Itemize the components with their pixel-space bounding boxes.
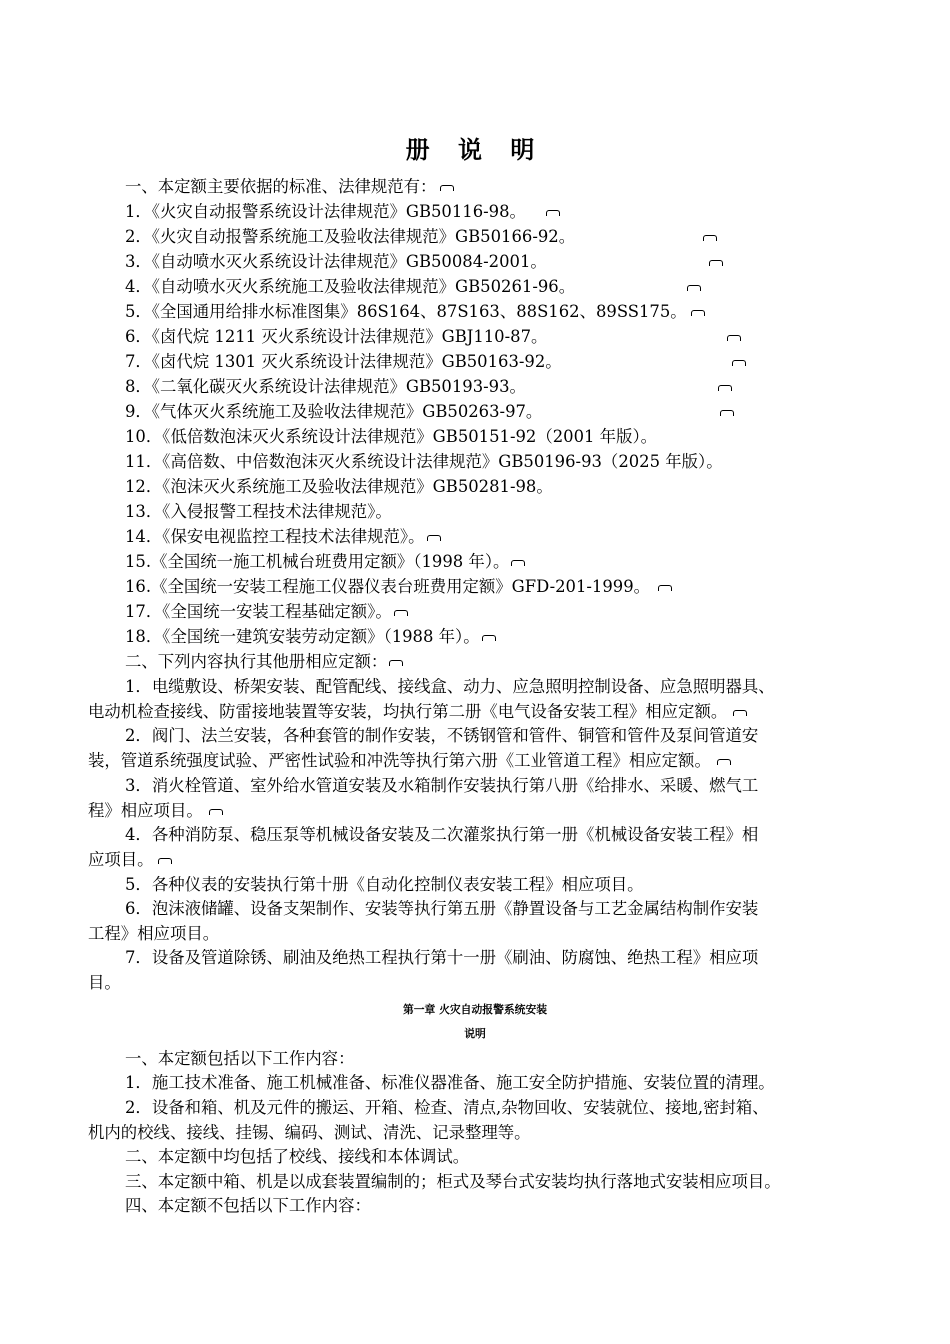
list-item: 9．《气体灭火系统施工及验收法律规范》GB50263-97。: [125, 400, 734, 424]
list-item: 4．《自动喷水灭火系统施工及验收法律规范》GB50261-96。: [125, 275, 701, 299]
list-item: 17．《全国统一安装工程基础定额》。: [125, 600, 408, 624]
return-mark-icon: [546, 210, 560, 216]
paragraph-line: 目。: [88, 973, 121, 992]
paragraph-line: 三、本定额中箱、机是以成套装置编制的；柜式及琴台式安装均执行落地式安装相应项目。: [125, 1172, 781, 1191]
list-item: 13．《入侵报警工程技术法律规范》。: [125, 502, 392, 521]
paragraph-line: 一、本定额包括以下工作内容：: [125, 1049, 355, 1068]
paragraph-line: 四、本定额不包括以下工作内容：: [125, 1196, 371, 1215]
paragraph-line: 2．设备和箱、机及元件的搬运、开箱、检查、清点,杂物回收、安装就位、接地,密封箱、: [125, 1098, 769, 1117]
return-mark-icon: [427, 535, 441, 541]
list-item: 6．《卤代烷 1211 灭火系统设计法律规范》GBJ110-87。: [125, 325, 741, 349]
page-title: 册 说 明: [405, 135, 545, 164]
return-mark-icon: [718, 385, 732, 391]
chapter-title: 第一章 火灾自动报警系统安装: [402, 1003, 548, 1016]
paragraph-line: 程》相应项目。: [88, 799, 223, 823]
section2-heading: 二、下列内容执行其他册相应定额：: [125, 650, 403, 674]
return-mark-icon: [720, 410, 734, 416]
return-mark-icon: [691, 310, 705, 316]
list-item: 1．《火灾自动报警系统设计法律规范》GB50116-98。: [125, 200, 560, 224]
list-item: 12．《泡沫灭火系统施工及验收法律规范》GB50281-98。: [125, 477, 553, 496]
section1-heading: 一、本定额主要依据的标准、法律规范有：: [125, 175, 454, 199]
paragraph-line: 4．各种消防泵、稳压泵等机械设备安装及二次灌浆执行第一册《机械设备安装工程》相: [125, 825, 759, 844]
return-mark-icon: [709, 260, 723, 266]
list-item: 2．《火灾自动报警系统施工及验收法律规范》GB50166-92。: [125, 225, 717, 249]
paragraph-line: 5．各种仪表的安装执行第十册《自动化控制仪表安装工程》相应项目。: [125, 875, 644, 894]
return-mark-icon: [158, 858, 172, 864]
paragraph-line: 电动机检查接线、防雷接地装置等安装，均执行第二册《电气设备安装工程》相应定额。: [88, 700, 747, 724]
return-mark-icon: [727, 335, 741, 341]
return-mark-icon: [209, 809, 223, 815]
return-mark-icon: [703, 235, 717, 241]
chapter-subtitle: 说明: [464, 1027, 486, 1040]
return-mark-icon: [440, 185, 454, 191]
paragraph-line: 1．电缆敷设、桥架安装、配管配线、接线盒、动力、应急照明控制设备、应急照明器具、: [125, 677, 775, 696]
paragraph-line: 装，管道系统强度试验、严密性试验和冲洗等执行第六册《工业管道工程》相应定额。: [88, 749, 731, 773]
paragraph-line: 7．设备及管道除锈、刷油及绝热工程执行第十一册《刷油、防腐蚀、绝热工程》相应项: [125, 948, 759, 967]
paragraph-line: 工程》相应项目。: [88, 924, 220, 943]
list-item: 8．《二氧化碳灭火系统设计法律规范》GB50193-93。: [125, 375, 732, 399]
paragraph-line: 机内的校线、接线、挂锡、编码、测试、清洗、记录整理等。: [88, 1123, 531, 1142]
return-mark-icon: [733, 710, 747, 716]
list-item: 7．《卤代烷 1301 灭火系统设计法律规范》GB50163-92。: [125, 350, 746, 374]
list-item: 15.《全国统一施工机械台班费用定额》（1998 年）。: [125, 550, 525, 574]
return-mark-icon: [394, 610, 408, 616]
paragraph-line: 6．泡沫液储罐、设备支架制作、安装等执行第五册《静置设备与工艺金属结构制作安装: [125, 899, 759, 918]
list-item: 16.《全国统一安装工程施工仪器仪表台班费用定额》GFD-201-1999。: [125, 575, 672, 599]
return-mark-icon: [511, 560, 525, 566]
return-mark-icon: [732, 360, 746, 366]
paragraph-line: 3．消火栓管道、室外给水管道安装及水箱制作安装执行第八册《给排水、采暖、燃气工: [125, 776, 759, 795]
list-item: 11．《高倍数、中倍数泡沫灭火系统设计法律规范》GB50196-93（2025 年版）。: [125, 452, 723, 471]
return-mark-icon: [717, 759, 731, 765]
paragraph-line: 应项目。: [88, 848, 172, 872]
list-item: 10．《低倍数泡沫灭火系统设计法律规范》GB50151-92（2001 年版）。: [125, 427, 658, 446]
paragraph-line: 1．施工技术准备、施工机械准备、标准仪器准备、施工安全防护措施、安装位置的清理。: [125, 1073, 775, 1092]
return-mark-icon: [482, 635, 496, 641]
list-item: 14．《保安电视监控工程技术法律规范》。: [125, 525, 441, 549]
return-mark-icon: [658, 585, 672, 591]
return-mark-icon: [389, 660, 403, 666]
list-item: 5．《全国通用给排水标准图集》86S164、87S163、88S162、89SS175。: [125, 300, 705, 324]
paragraph-line: 二、本定额中均包括了校线、接线和本体调试。: [125, 1147, 470, 1166]
list-item: 3．《自动喷水灭火系统设计法律规范》GB50084-2001。: [125, 250, 723, 274]
return-mark-icon: [687, 285, 701, 291]
paragraph-line: 2．阀门、法兰安装，各种套管的制作安装，不锈钢管和管件、铜管和管件及泵间管道安: [125, 726, 759, 745]
list-item: 18．《全国统一建筑安装劳动定额》（1988 年）。: [125, 625, 496, 649]
